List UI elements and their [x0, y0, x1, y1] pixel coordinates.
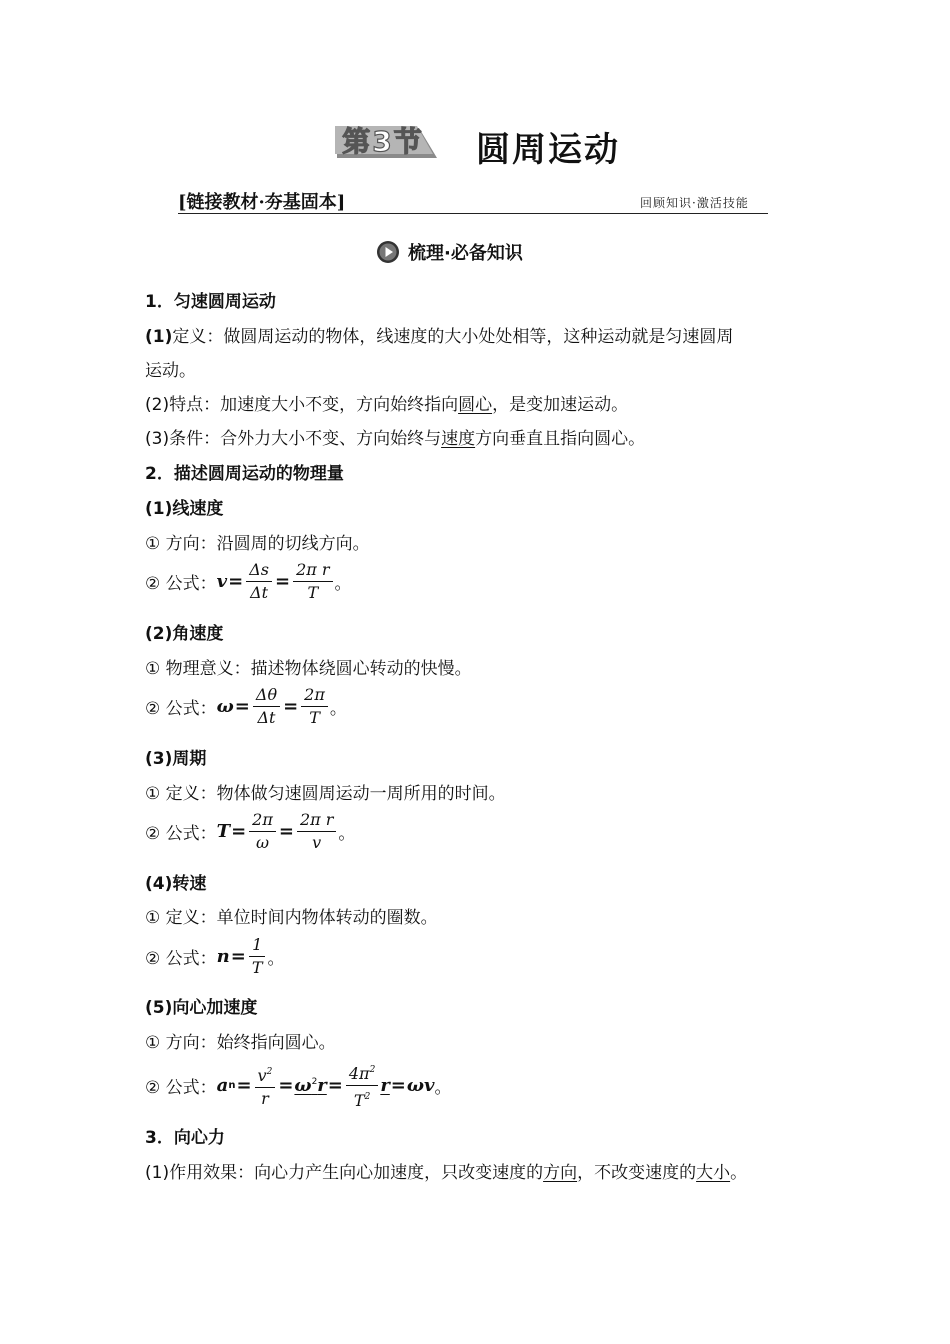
condition-answer: 速度: [441, 429, 476, 449]
heading-physical-quantities: 2．描述圆周运动的物理量: [145, 464, 344, 484]
formula-period: ② 公式： T = $\frac{2\pi}{\omega}$ = $\frac{\text{2π r}}{v}$ 。: [145, 810, 356, 852]
linear-velocity-direction: ① 方向：沿圆周的切线方向。: [145, 534, 370, 554]
centripetal-force-effect: (1)作用效果：向心力产生向心加速度，只改变速度的方向，不改变速度的大小。: [145, 1163, 748, 1183]
centripetal-acceleration-direction: ① 方向：始终指向圆心。: [145, 1033, 336, 1053]
effect-text-mid: ，不改变速度的: [577, 1163, 697, 1183]
subhead-right: 回顾知识·激活技能: [640, 196, 749, 210]
feature-text-end: ，是变加速运动。: [492, 395, 629, 415]
play-circle-icon: [376, 240, 400, 264]
formula-angular-velocity: ② 公式： ω = $\frac{\Delta\theta}{\Delta t}$ = $\frac{2\pi}{T}$ 。: [145, 685, 347, 727]
subheading-angular-velocity: (2)角速度: [145, 624, 224, 644]
condition-text-end: 方向垂直且指向圆心。: [475, 429, 646, 449]
chapter-badge-label: 第3节: [342, 125, 424, 158]
fraction: $\frac{2\pi}{T}$: [301, 685, 328, 728]
subheading-centripetal-acceleration: (5)向心加速度: [145, 998, 258, 1018]
heading-centripetal-force: 3．向心力: [145, 1128, 225, 1148]
fraction: $\frac{1}{T}$: [249, 935, 266, 978]
definition-text: 定义：做圆周运动的物体，线速度的大小处处相等，这种运动就是匀速圆周: [172, 327, 734, 347]
underlined-term: r: [380, 1075, 390, 1096]
feature-answer: 圆心: [458, 395, 493, 415]
subheading-linear-velocity: (1)线速度: [145, 499, 224, 519]
section-label: 梳理·必备知识: [408, 243, 523, 264]
page-title: 圆周运动: [476, 130, 620, 170]
definition-line-continued: 运动。: [145, 361, 196, 381]
underlined-term: $\omega^2r$: [294, 1075, 327, 1096]
definition-line: (1)定义：做圆周运动的物体，线速度的大小处处相等，这种运动就是匀速圆周: [145, 327, 734, 347]
chapter-badge: [333, 124, 439, 162]
condition-text: (3)条件：合外力大小不变、方向始终与: [145, 429, 442, 449]
fraction: $\frac{\Delta\theta}{\Delta t}$: [253, 685, 280, 728]
heading-uniform-circular-motion: 1．匀速圆周运动: [145, 292, 276, 312]
condition-line: [145, 424, 645, 449]
subhead-left: [链接教材·夯基固本]: [178, 192, 346, 213]
angular-velocity-meaning: ① 物理意义：描述物体绕圆心转动的快慢。: [145, 659, 472, 679]
fraction: $\frac{2\pi}{\omega}$: [249, 810, 276, 853]
effect-answer-magnitude: 大小: [696, 1163, 731, 1183]
formula-centripetal-acceleration: ② 公式： a n = $\frac{v^2}{r}$ = $\omega^2r$ = $\frac{4\pi^2}{T^2}$ r = ω v 。: [145, 1060, 452, 1111]
effect-answer-direction: 方向: [543, 1163, 578, 1183]
section-heading: [376, 238, 523, 266]
fraction: $\frac{\Delta s}{\Delta t}$: [246, 560, 272, 603]
fraction: $\frac{\text{2π r}}{v}$: [297, 810, 336, 853]
fraction: $\frac{\text{2π r}}{T}$: [293, 560, 332, 603]
header-divider: [178, 213, 768, 214]
feature-line: [145, 390, 628, 415]
effect-text: (1)作用效果：向心力产生向心加速度，只改变速度的: [145, 1163, 544, 1183]
formula-linear-velocity: ② 公式： v = $\frac{\Delta s}{\Delta t}$ = $\frac{\text{2π r}}{T}$ 。: [145, 560, 352, 602]
rotational-speed-definition: ① 定义：单位时间内物体转动的圈数。: [145, 908, 438, 928]
formula-rotational-speed: ② 公式： n = $\frac{1}{T}$ 。: [145, 935, 285, 977]
period-definition: ① 定义：物体做匀速圆周运动一周所用的时间。: [145, 784, 506, 804]
fraction: $\frac{v^2}{r}$: [255, 1062, 276, 1109]
subheading-rotational-speed: (4)转速: [145, 874, 207, 894]
feature-text: (2)特点：加速度大小不变，方向始终指向: [145, 395, 459, 415]
subheading-period: (3)周期: [145, 749, 207, 769]
fraction: $\frac{4\pi^2}{T^2}$: [346, 1060, 378, 1111]
